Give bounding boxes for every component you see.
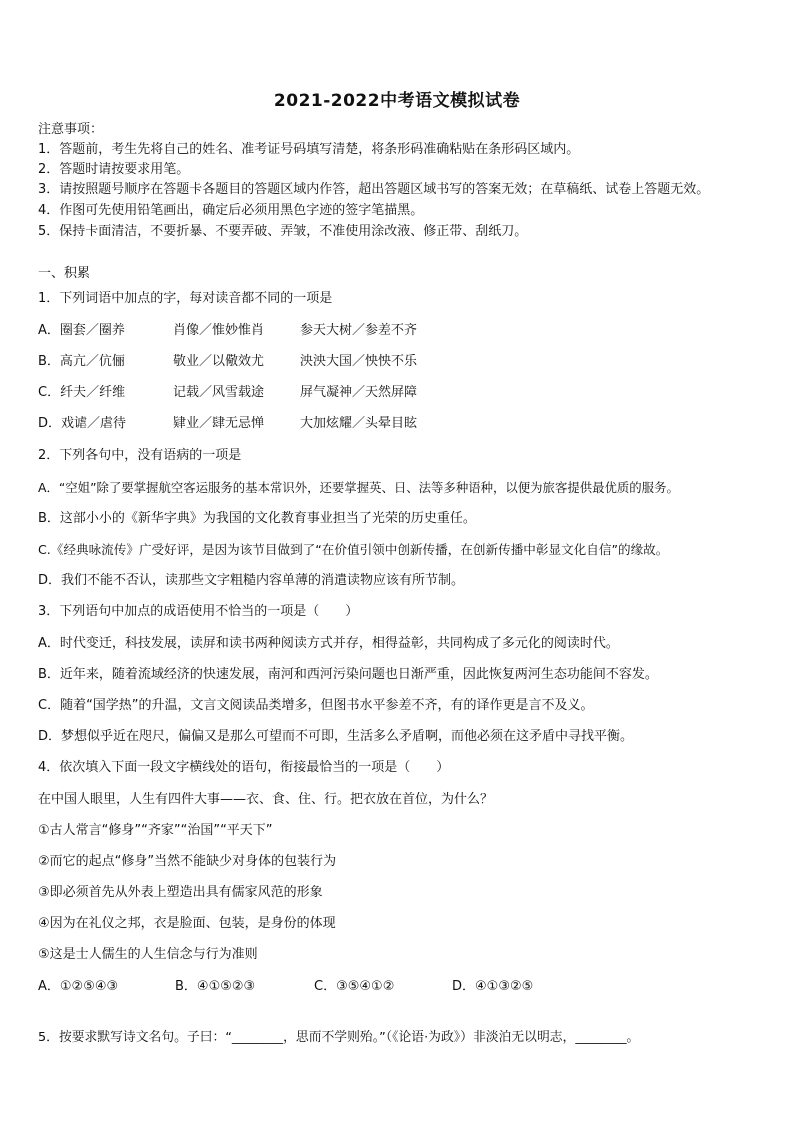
q1-option-c-item-1: C．纤夫／纤维 xyxy=(38,385,126,400)
question-5-stem: 5．按要求默写诗文名句。子曰：“________，思而不学则殆。”（《论语·为政》）非淡泊无以明志，________。 xyxy=(38,1030,640,1045)
q2-option-b: B．这部小小的《新华字典》为我国的文化教育事业担当了光荣的历史重任。 xyxy=(38,511,476,526)
q4-choice-c: C．③⑤④①② xyxy=(314,979,395,994)
notice-item: 3．请按照题号顺序在答题卡各题目的答题区域内作答，超出答题区域书写的答案无效；在草稿纸、试卷上答题无效。 xyxy=(38,182,710,197)
q4-sentence-item: ①古人常言“修身”“齐家”“治国”“平天下” xyxy=(38,823,273,838)
notice-item: 2．答题时请按要求用笔。 xyxy=(38,162,190,177)
q2-option-d: D．我们不能不否认，读那些文字粗糙内容单薄的消遣读物应该有所节制。 xyxy=(38,573,465,588)
q1-option-a-item-2: 肖像／惟妙惟肖 xyxy=(173,323,265,338)
question-2-stem: 2．下列各句中，没有语病的一项是 xyxy=(38,448,242,463)
q2-option-a: A．“空姐”除了要掌握航空客运服务的基本常识外，还要掌握英、日、法等多种语种，以便为旅客提供最优质的服务。 xyxy=(38,480,679,495)
q1-option-a-item-1: A．圈套／圈养 xyxy=(38,323,125,338)
notice-item: 5．保持卡面清洁，不要折暴、不要弄破、弄皱，不准使用涂改液、修正带、刮纸刀。 xyxy=(38,224,528,239)
q4-choice-b: B．④①⑤②③ xyxy=(175,979,256,994)
q1-option-d-item-3: 大加炫耀／头晕目眩 xyxy=(300,416,418,431)
q1-option-d-item-2: 肄业／肆无忌惮 xyxy=(173,416,265,431)
notice-item: 4．作图可先使用铅笔画出，确定后必须用黑色字迹的签字笔描黑。 xyxy=(38,203,424,218)
q4-choice-d: D．④①③②⑤ xyxy=(452,979,534,994)
q4-sentence-item: ③即必须首先从外表上塑造出具有儒家风范的形象 xyxy=(38,885,323,900)
q1-option-c-item-3: 屏气凝神／天然屏障 xyxy=(300,385,418,400)
q1-option-c-item-2: 记载／风雪载途 xyxy=(173,385,265,400)
notice-heading: 注意事项： xyxy=(38,122,104,137)
section-heading: 一、积累 xyxy=(38,266,91,281)
q1-option-d-item-1: D．戏谑／虐待 xyxy=(38,416,127,431)
q1-option-b-item-1: B．高亢／伉俪 xyxy=(38,354,125,369)
q4-sentence-item: ②而它的起点“修身”当然不能缺少对身体的包装行为 xyxy=(38,854,337,869)
q4-choice-a: A．①②⑤④③ xyxy=(38,979,119,994)
q1-option-a-item-3: 参天大树／参差不齐 xyxy=(300,323,418,338)
question-3-stem: 3．下列语句中加点的成语使用不恰当的一项是（ ） xyxy=(38,604,359,619)
q3-option-b: B．近年来，随着流域经济的快速发展，南河和西河污染问题也日渐严重，因此恢复两河生态功能间不容发。 xyxy=(38,667,658,682)
q1-option-b-item-2: 敬业／以儆效尤 xyxy=(173,354,265,369)
question-1-stem: 1．下列词语中加点的字，每对读音都不同的一项是 xyxy=(38,291,333,306)
q1-option-b-item-3: 泱泱大国／怏怏不乐 xyxy=(300,354,418,369)
q4-sentence-item: ④因为在礼仪之邦，衣是脸面、包装，是身份的体现 xyxy=(38,916,336,931)
q3-option-c: C．随着“国学热”的升温，文言文阅读品类增多，但图书水平参差不齐，有的译作更是言不及义。 xyxy=(38,698,594,713)
q2-option-c: C.《经典咏流传》广受好评，是因为该节目做到了“在价值引领中创新传播，在创新传播中彰显文化自信”的缘故。 xyxy=(38,542,669,557)
q4-passage: 在中国人眼里，人生有四件大事——衣、食、住、行。把衣放在首位，为什么？ xyxy=(38,792,494,807)
q3-option-a: A．时代变迁，科技发展，读屏和读书两种阅读方式并存，相得益彰，共同构成了多元化的阅读时代。 xyxy=(38,636,619,651)
exam-title: 2021-2022中考语文模拟试卷 xyxy=(273,91,521,111)
notice-item: 1．答题前，考生先将自己的姓名、准考证号码填写清楚，将条形码准确粘贴在条形码区域内。 xyxy=(38,142,580,157)
q3-option-d: D．梦想似乎近在咫尺，偏偏又是那么可望而不可即，生活多么矛盾啊，而他必须在这矛盾中寻找平衡。 xyxy=(38,729,634,744)
q4-sentence-item: ⑤这是士人儒生的人生信念与行为准则 xyxy=(38,947,258,962)
question-4-stem: 4．依次填入下面一段文字横线处的语句，衔接最恰当的一项是（ ） xyxy=(38,760,450,775)
